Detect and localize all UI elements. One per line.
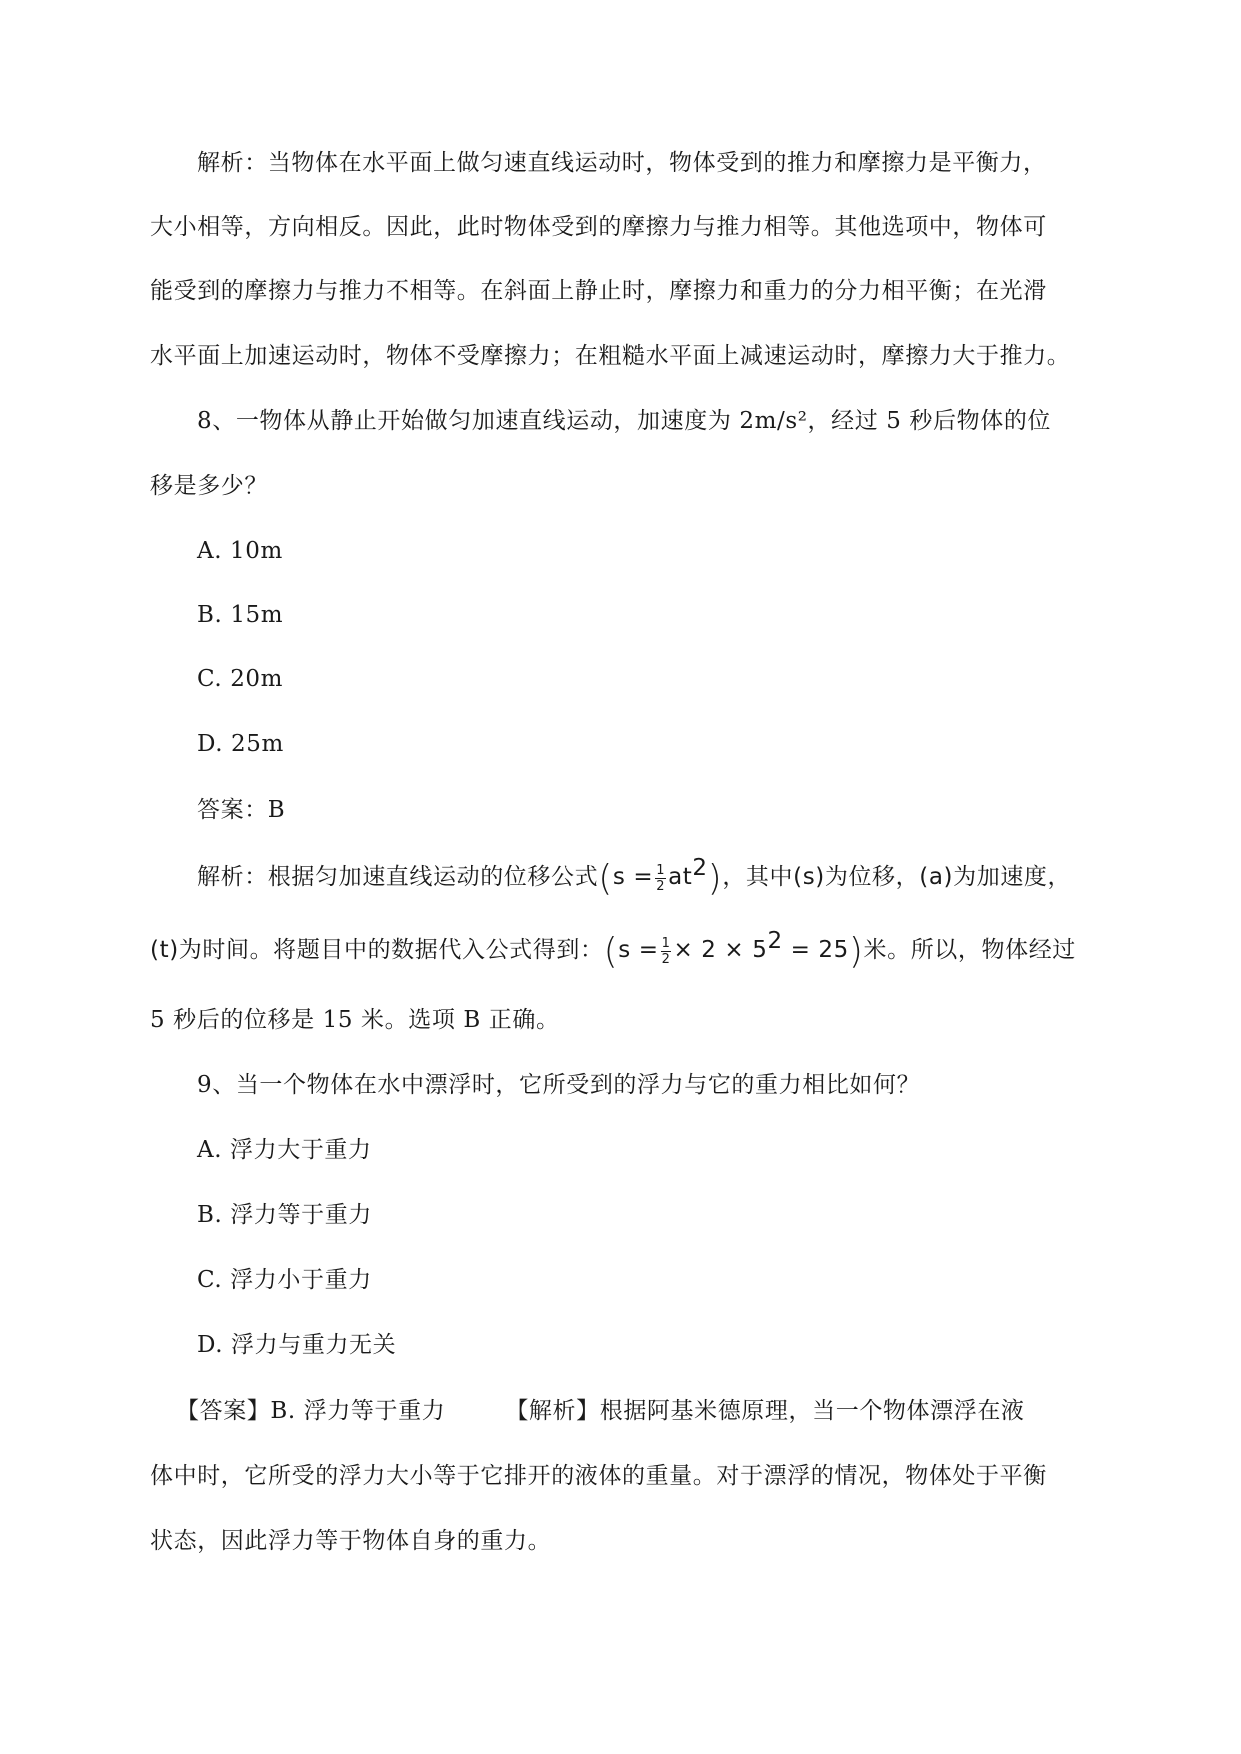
analysis-9: 【解析】根据阿基米德原理，当一个物体漂浮在液 [505, 1398, 1025, 1424]
question-8-text-cont: 移是多少？ [150, 473, 268, 499]
analysis-9-line3: 状态，因此浮力等于物体自身的重力。 [150, 1528, 552, 1554]
analysis-text: 米。所以，物体经过 [863, 937, 1076, 963]
paragraph-line: 能受到的摩擦力与推力不相等。在斜面上静止时，摩擦力和重力的分力相平衡；在光滑 [150, 278, 1047, 304]
paragraph-line: 水平面上加速运动时，物体不受摩擦力；在粗糙水平面上减速运动时，摩擦力大于推力。 [150, 343, 1071, 369]
analysis-text: 解析：根据匀加速直线运动的位移公式 [197, 864, 599, 890]
formula-rhs: at [668, 864, 693, 890]
formula-result: = 25 [782, 937, 849, 963]
fraction-numerator: 1 [661, 935, 671, 951]
var-a: (a) [919, 864, 954, 890]
formula-paren-close: ) [707, 858, 723, 899]
option-d: D. 浮力与重力无关 [197, 1332, 397, 1358]
fraction-numerator: 1 [656, 862, 666, 878]
var-t: (t) [150, 937, 179, 963]
analysis-text: 为位移， [824, 864, 920, 890]
formula-rhs: × 2 × 5 [673, 937, 768, 963]
option-d: D. 25m [197, 731, 284, 757]
var-s: (s) [793, 864, 825, 890]
formula-paren-close: ) [848, 931, 864, 972]
option-a: A. 浮力大于重力 [197, 1137, 372, 1163]
paragraph-line: 大小相等，方向相反。因此，此时物体受到的摩擦力与推力相等。其他选项中，物体可 [150, 214, 1047, 240]
analysis-8-line3: 5 秒后的位移是 15 米。选项 B 正确。 [150, 1007, 560, 1033]
option-c: C. 浮力小于重力 [197, 1267, 372, 1293]
answer-9: 【答案】B. 浮力等于重力 [176, 1398, 446, 1424]
fraction-denominator: 2 [661, 951, 671, 967]
option-b: B. 浮力等于重力 [197, 1202, 372, 1228]
option-c: C. 20m [197, 666, 284, 692]
question-9-text: 9、当一个物体在水中漂浮时，它所受到的浮力与它的重力相比如何？ [197, 1072, 921, 1098]
analysis-8-line1: 解析：根据匀加速直线运动的位移公式(s = $\frac{1}{2}$ $at^2$)，其中(s)为位移，(a)为加速度， [197, 855, 1072, 899]
paragraph-line: 解析：当物体在水平面上做匀速直线运动时，物体受到的推力和摩擦力是平衡力， [197, 150, 1047, 176]
answer-8: 答案：B [197, 797, 286, 823]
formula-lhs: s = [618, 937, 659, 963]
formula-paren-open: ( [603, 931, 619, 972]
fraction [661, 936, 672, 967]
question-8-text: 8、一物体从静止开始做匀加速直线运动，加速度为 2m/s²，经过 5 秒后物体的位 [197, 408, 1052, 434]
fraction-denominator: 2 [656, 878, 666, 894]
analysis-text: ，其中 [722, 864, 794, 890]
formula-paren-open: ( [598, 858, 613, 899]
fraction [655, 863, 666, 894]
analysis-text: 为加速度， [953, 864, 1072, 890]
analysis-8-line2: (t)为时间。将题目中的数据代入公式得到：(s = $\frac{1}{2}$ × $2 \times 5^2 = 25$)米。所以，物体经过 [150, 928, 1076, 972]
option-a: A. 10m [197, 538, 283, 564]
option-b: B. 15m [197, 602, 284, 628]
formula-lhs: s = [612, 864, 654, 890]
analysis-9-line2: 体中时，它所受的浮力大小等于它排开的液体的重量。对于漂浮的情况，物体处于平衡 [150, 1463, 1047, 1489]
answer-9-line1 [176, 1396, 1025, 1426]
analysis-text: 为时间。将题目中的数据代入公式得到： [178, 937, 604, 963]
